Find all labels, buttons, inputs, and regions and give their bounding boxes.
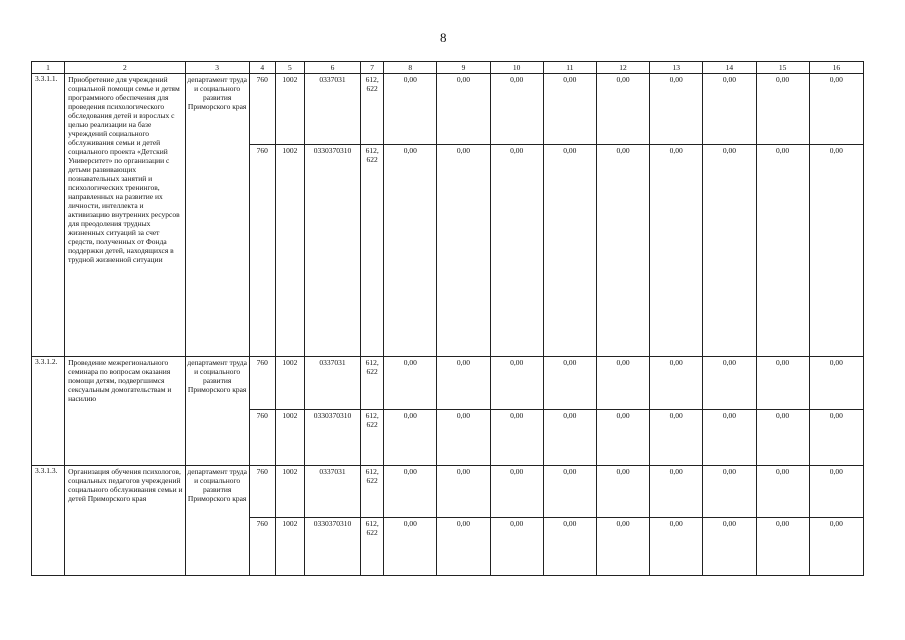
value-cell: 0,00 [809,357,863,410]
value-cell: 0,00 [650,466,703,518]
item-department: департамент труда и социального развития Приморского края [185,74,249,357]
column-header: 4 [249,62,275,74]
column-header: 2 [65,62,185,74]
code-cell: 612, 622 [361,357,384,410]
item-number: 3.3.1.3. [32,466,65,576]
column-header: 12 [596,62,649,74]
value-cell: 0,00 [596,466,649,518]
value-cell: 0,00 [543,518,596,576]
value-cell: 0,00 [650,518,703,576]
value-cell: 0,00 [596,518,649,576]
code-cell: 0337031 [304,74,360,145]
value-cell: 0,00 [437,518,490,576]
code-cell: 0330370310 [304,518,360,576]
value-cell: 0,00 [437,357,490,410]
value-cell: 0,00 [543,410,596,466]
code-cell: 0337031 [304,357,360,410]
value-cell: 0,00 [756,145,809,357]
value-cell: 0,00 [384,74,437,145]
code-cell: 760 [249,145,275,357]
page-number: 8 [440,30,447,45]
value-cell: 0,00 [703,410,756,466]
value-cell: 0,00 [703,518,756,576]
code-cell: 1002 [275,357,304,410]
code-cell: 760 [249,74,275,145]
code-cell: 760 [249,357,275,410]
item-number: 3.3.1.2. [32,357,65,466]
value-cell: 0,00 [437,466,490,518]
code-cell: 612, 622 [361,466,384,518]
value-cell: 0,00 [543,145,596,357]
column-header: 8 [384,62,437,74]
code-cell: 0330370310 [304,145,360,357]
value-cell: 0,00 [703,357,756,410]
code-cell: 612, 622 [361,145,384,357]
item-department: департамент труда и социального развития Приморского края [185,466,249,576]
column-header: 9 [437,62,490,74]
value-cell: 0,00 [650,357,703,410]
code-cell: 760 [249,466,275,518]
table-row [32,357,864,410]
value-cell: 0,00 [437,410,490,466]
value-cell: 0,00 [437,74,490,145]
column-header: 13 [650,62,703,74]
code-cell: 612, 622 [361,410,384,466]
value-cell: 0,00 [490,145,543,357]
value-cell: 0,00 [703,74,756,145]
value-cell: 0,00 [384,518,437,576]
value-cell: 0,00 [437,145,490,357]
value-cell: 0,00 [596,74,649,145]
value-cell: 0,00 [490,410,543,466]
item-department: департамент труда и социального развития Приморского края [185,357,249,466]
column-header: 3 [185,62,249,74]
value-cell: 0,00 [596,145,649,357]
code-cell: 760 [249,518,275,576]
value-cell: 0,00 [490,357,543,410]
value-cell: 0,00 [384,410,437,466]
item-description: Приобретение для учреждений социальной помощи семье и детям программного обеспечения для проведения психологического обследования детей и взрослых с целью реализации на базе учреждений социального обслуживания семьи и детей социального проекта «Детский Университет» по организации с детьми развивающих познавательных занятий и психологических тренингов, направленных на развитие их личности, интеллекта и активизацию внутренних ресурсов для преодоления трудных жизненных ситуаций за счет средств, полученных от Фонда поддержки детей, находящихся в трудной жизненной ситуации [65,74,185,357]
code-cell: 0330370310 [304,410,360,466]
item-description: Организация обучения психологов, социальных педагогов учреждений социального обслуживания семьи и детей Приморского края [65,466,185,576]
value-cell: 0,00 [596,357,649,410]
header-row [32,62,864,74]
value-cell: 0,00 [756,518,809,576]
column-header: 15 [756,62,809,74]
code-cell: 760 [249,410,275,466]
value-cell: 0,00 [650,410,703,466]
code-cell: 1002 [275,74,304,145]
budget-table [31,61,864,576]
value-cell: 0,00 [384,466,437,518]
value-cell: 0,00 [703,145,756,357]
value-cell: 0,00 [490,466,543,518]
value-cell: 0,00 [809,74,863,145]
value-cell: 0,00 [703,466,756,518]
value-cell: 0,00 [596,410,649,466]
column-header: 10 [490,62,543,74]
value-cell: 0,00 [384,145,437,357]
column-header: 6 [304,62,360,74]
code-cell: 612, 622 [361,518,384,576]
value-cell: 0,00 [809,410,863,466]
table-row [32,466,864,518]
value-cell: 0,00 [809,466,863,518]
code-cell: 1002 [275,410,304,466]
value-cell: 0,00 [756,466,809,518]
code-cell: 1002 [275,466,304,518]
value-cell: 0,00 [543,357,596,410]
value-cell: 0,00 [543,74,596,145]
code-cell: 0337031 [304,466,360,518]
item-description: Проведение межрегионального семинара по вопросам оказания помощи детям, подвергшимся сексуальным домогательствам и насилию [65,357,185,466]
code-cell: 612, 622 [361,74,384,145]
item-number: 3.3.1.1. [32,74,65,357]
value-cell: 0,00 [384,357,437,410]
value-cell: 0,00 [490,74,543,145]
value-cell: 0,00 [650,145,703,357]
column-header: 5 [275,62,304,74]
column-header: 14 [703,62,756,74]
value-cell: 0,00 [543,466,596,518]
column-header: 16 [809,62,863,74]
column-header: 1 [32,62,65,74]
code-cell: 1002 [275,145,304,357]
value-cell: 0,00 [756,410,809,466]
value-cell: 0,00 [809,145,863,357]
value-cell: 0,00 [490,518,543,576]
table-row [32,74,864,145]
code-cell: 1002 [275,518,304,576]
value-cell: 0,00 [756,74,809,145]
value-cell: 0,00 [756,357,809,410]
value-cell: 0,00 [650,74,703,145]
value-cell: 0,00 [809,518,863,576]
column-header: 7 [361,62,384,74]
column-header: 11 [543,62,596,74]
